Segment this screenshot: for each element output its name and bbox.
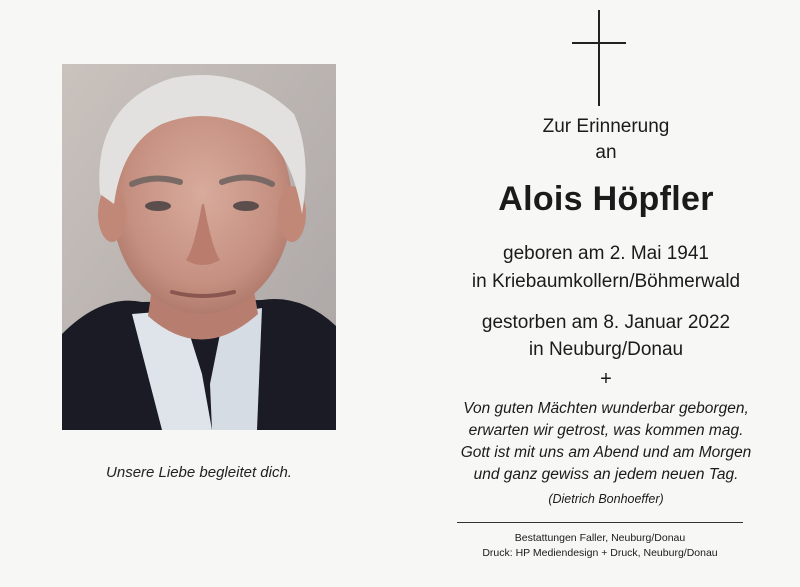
death-place: in Neuburg/Donau xyxy=(528,339,684,360)
verse xyxy=(420,398,792,486)
birth-date: geboren am 2. Mai 1941 xyxy=(503,243,709,264)
plus-separator: + xyxy=(600,368,612,390)
verse-line: Von guten Mächten wunderbar geborgen, xyxy=(463,400,749,417)
cross-icon xyxy=(572,10,626,106)
photo-caption: Unsere Liebe begleitet dich. xyxy=(106,464,292,481)
birth-place: in Kriebaumkollern/Böhmerwald xyxy=(471,271,741,292)
divider-line xyxy=(457,522,743,523)
death-date: gestorben am 8. Januar 2022 xyxy=(481,312,731,333)
verse-line: Gott ist mit uns am Abend und am Morgen xyxy=(460,444,752,461)
footer-line-funeral-home: Bestattungen Faller, Neuburg/Donau xyxy=(514,532,686,544)
footer-line-printer: Druck: HP Mediendesign + Druck, Neuburg/Donau xyxy=(482,547,718,559)
deceased-name: Alois Höpfler xyxy=(498,180,714,218)
portrait-photo xyxy=(62,64,336,430)
verse-line: erwarten wir getrost, was kommen mag. xyxy=(468,422,744,439)
intro-line-1: Zur Erinnerung xyxy=(542,116,670,137)
verse-author: (Dietrich Bonhoeffer) xyxy=(548,492,664,506)
intro-line-2: an xyxy=(595,142,617,163)
footer xyxy=(438,531,762,561)
verse-line: und ganz gewiss an jedem neuen Tag. xyxy=(473,466,739,483)
